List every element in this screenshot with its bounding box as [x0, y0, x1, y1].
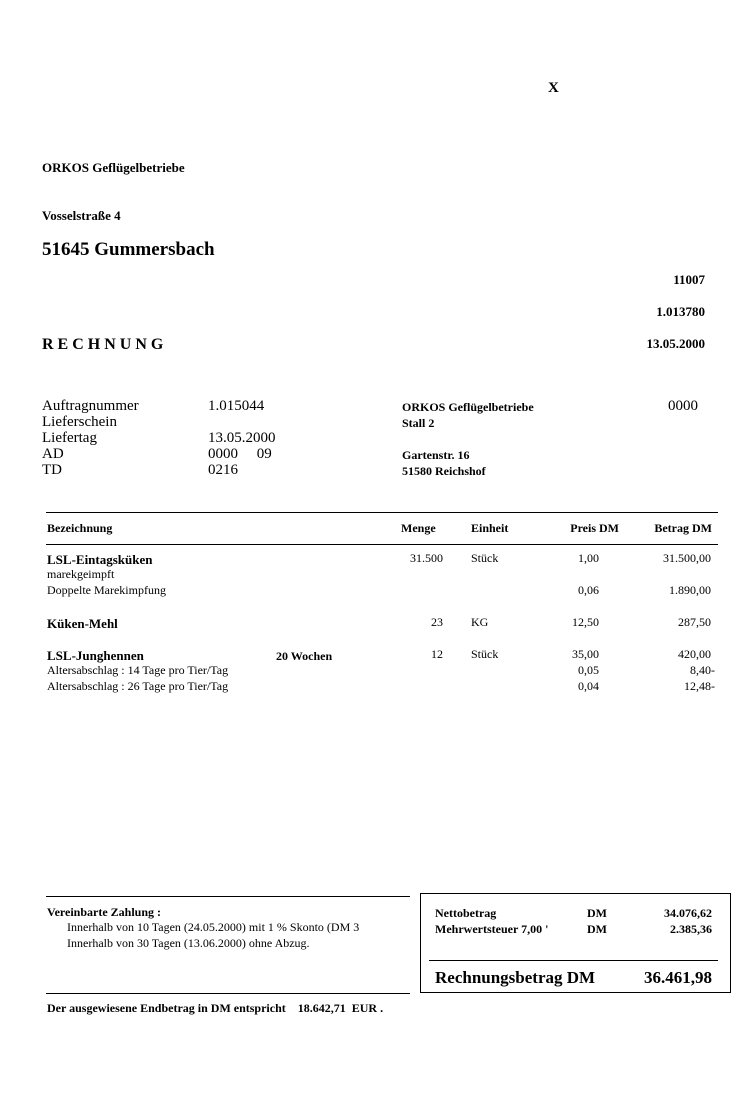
item-price: 0,06: [578, 583, 599, 597]
delivery-street: Gartenstr. 16: [402, 448, 470, 462]
item-desc: Küken-Mehl: [47, 616, 118, 631]
item-desc: Doppelte Marekimpfung: [47, 583, 166, 597]
item-amount: 1.890,00: [669, 583, 711, 597]
item-extra: 20 Wochen: [276, 649, 333, 663]
item-desc: LSL-Junghennen: [47, 648, 144, 663]
item-desc: LSL-Eintagsküken: [47, 552, 153, 567]
meta-label: Lieferschein: [42, 414, 117, 430]
sender-name: ORKOS Geflügelbetriebe: [42, 160, 185, 175]
item-qty: 31.500: [410, 551, 443, 565]
sender-city: 51645 Gummersbach: [42, 239, 215, 260]
divider: [46, 544, 718, 545]
item-price: 0,04: [578, 679, 599, 693]
item-desc: Altersabschlag : 14 Tage pro Tier/Tag: [47, 663, 229, 677]
net-amount: 34.076,62: [664, 906, 712, 920]
meta-value: 13.05.2000: [208, 430, 276, 446]
delivery-line2: Stall 2: [402, 416, 435, 430]
meta-label: Liefertag: [42, 430, 97, 446]
item-amount: 12,48-: [684, 679, 715, 693]
item-price: 35,00: [572, 647, 599, 661]
eur-currency: EUR .: [351, 1001, 384, 1015]
totals-box: [420, 893, 731, 993]
payment-line2: Innerhalb von 30 Tagen (13.06.2000) ohne Abzug.: [67, 936, 310, 950]
divider: [46, 993, 410, 994]
delivery-city: 51580 Reichshof: [402, 464, 486, 478]
invoice-number: 1.013780: [656, 304, 705, 319]
divider: [46, 896, 410, 897]
item-unit: Stück: [471, 551, 499, 565]
item-unit: KG: [471, 615, 489, 629]
payment-line1: Innerhalb von 10 Tagen (24.05.2000) mit 1 % Skonto (DM 3: [67, 920, 360, 934]
item-qty: 23: [431, 615, 443, 629]
item-amount: 8,40-: [690, 663, 715, 677]
meta-value: 0216: [208, 462, 238, 478]
col-unit: Einheit: [471, 521, 509, 535]
item-price: 0,05: [578, 663, 599, 677]
item-price: 12,50: [572, 615, 599, 629]
meta-value: 1.015044: [208, 398, 265, 414]
item-qty: 12: [431, 647, 443, 661]
document-title: R E C H N U N G: [42, 336, 164, 353]
eur-note-text: Der ausgewiesene Endbetrag in DM entspricht: [47, 1001, 286, 1015]
item-amount: 420,00: [678, 647, 711, 661]
item-unit: Stück: [471, 647, 499, 661]
vat-currency: DM: [587, 922, 607, 936]
col-qty: Menge: [401, 521, 436, 535]
net-currency: DM: [587, 906, 607, 920]
divider: [429, 960, 718, 961]
total-label: Rechnungsbetrag DM: [435, 968, 596, 987]
item-amount: 31.500,00: [663, 551, 711, 565]
eur-value: 18.642,71: [297, 1001, 346, 1015]
total-amount: 36.461,98: [644, 968, 712, 987]
invoice-date: 13.05.2000: [646, 336, 705, 351]
delivery-name: ORKOS Geflügelbetriebe: [402, 400, 534, 414]
mark: X: [548, 80, 559, 96]
delivery-code: 0000: [668, 398, 698, 414]
sender-street: Vosselstraße 4: [42, 208, 121, 223]
net-label: Nettobetrag: [435, 906, 497, 920]
item-price: 1,00: [578, 551, 599, 565]
meta-label: TD: [42, 462, 62, 478]
vat-label: Mehrwertsteuer 7,00 ': [435, 922, 549, 936]
divider: [46, 512, 718, 513]
item-desc: marekgeimpft: [47, 567, 115, 581]
meta-value: 0000 09: [208, 446, 272, 462]
customer-number: 11007: [673, 272, 705, 287]
meta-label: Auftragnummer: [42, 398, 139, 414]
col-amount: Betrag DM: [654, 521, 712, 535]
eur-note: [47, 1001, 383, 1016]
item-desc: Altersabschlag : 26 Tage pro Tier/Tag: [47, 679, 229, 693]
vat-amount: 2.385,36: [670, 922, 712, 936]
payment-heading: Vereinbarte Zahlung :: [47, 905, 162, 919]
item-amount: 287,50: [678, 615, 711, 629]
col-price: Preis DM: [570, 521, 619, 535]
col-desc: Bezeichnung: [47, 521, 113, 535]
meta-label: AD: [42, 446, 64, 462]
